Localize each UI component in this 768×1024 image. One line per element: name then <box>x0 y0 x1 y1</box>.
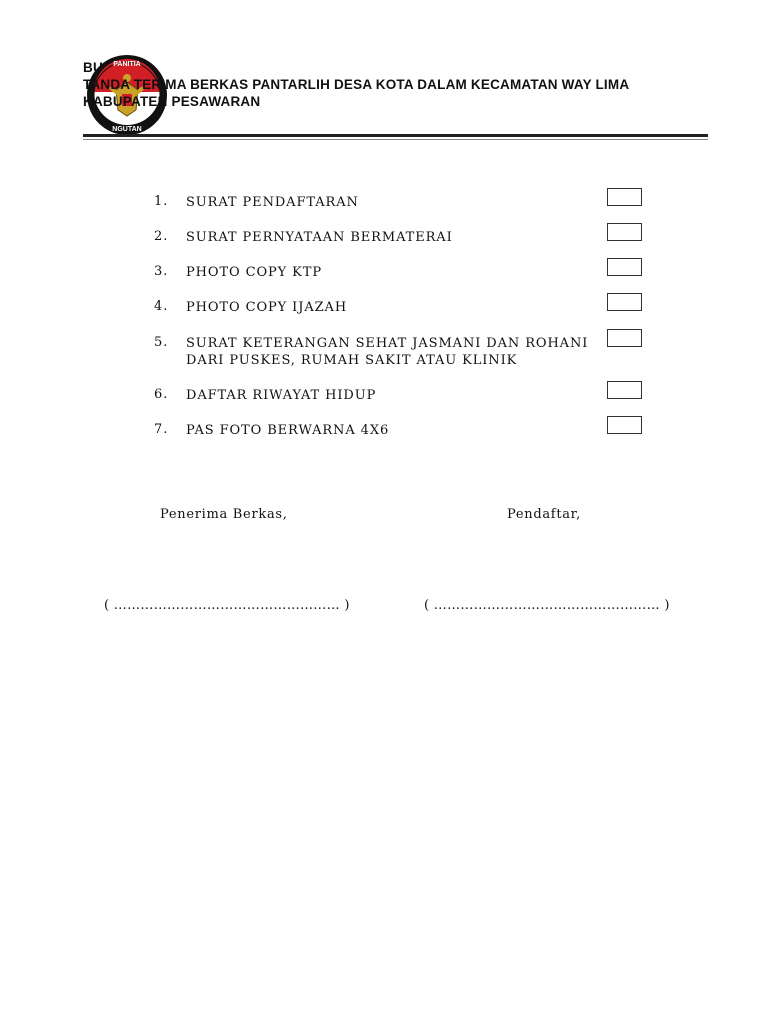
item-label: PHOTO COPY KTP <box>186 265 322 280</box>
logo-text-top: PANITIA <box>113 61 141 68</box>
header-rule-thick <box>83 134 708 137</box>
item-number: 4. <box>154 299 169 314</box>
registrant-label: Pendaftar, <box>507 507 582 522</box>
header-rule-thin <box>83 139 708 140</box>
item-label: PAS FOTO BERWARNA 4X6 <box>186 423 390 438</box>
item-label: DAFTAR RIWAYAT HIDUP <box>186 388 377 403</box>
checkbox[interactable] <box>607 223 642 241</box>
item-number: 1. <box>154 194 169 209</box>
item-label: SURAT KETERANGAN SEHAT JASMANI DAN ROHANI DARI PUSKES, RUMAH SAKIT ATAU KLINIK <box>186 336 589 368</box>
item-number: 6. <box>154 387 169 402</box>
checkbox[interactable] <box>607 329 642 347</box>
header-line-1: BU <box>83 60 103 75</box>
receiver-label: Penerima Berkas, <box>160 507 288 522</box>
item-number: 2. <box>154 229 169 244</box>
checkbox[interactable] <box>607 258 642 276</box>
item-number: 5. <box>154 335 169 350</box>
item-number: 7. <box>154 422 169 437</box>
document-subtitle: KABUPATEN PESAWARAN <box>83 94 261 109</box>
checkbox[interactable] <box>607 416 642 434</box>
logo-text-bottom: NGUTAN <box>112 126 142 133</box>
checkbox[interactable] <box>607 381 642 399</box>
item-label: SURAT PERNYATAAN BERMATERAI <box>186 230 453 245</box>
item-label: PHOTO COPY IJAZAH <box>186 300 348 315</box>
registrant-signature-line: ( …………………………………………… ) <box>424 598 670 613</box>
checkbox[interactable] <box>607 293 642 311</box>
item-number: 3. <box>154 264 169 279</box>
item-label: SURAT PENDAFTARAN <box>186 195 359 210</box>
receiver-signature-line: ( …………………………………………… ) <box>104 598 350 613</box>
checkbox[interactable] <box>607 188 642 206</box>
document-title: TANDA TERIMA BERKAS PANTARLIH DESA KOTA DALAM KECAMATAN WAY LIMA <box>83 77 630 92</box>
